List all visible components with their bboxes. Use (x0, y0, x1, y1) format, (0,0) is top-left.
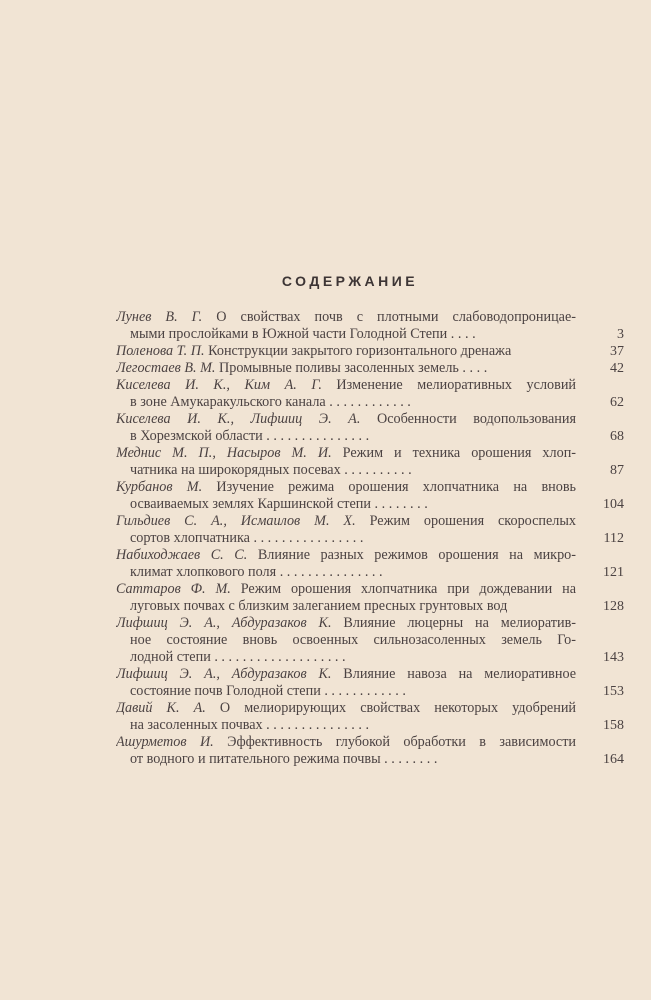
entry-title-text: Режим орошения хлопчатника при дождевании на (240, 581, 576, 597)
entry-author: Набиходжаев С. С. (116, 547, 248, 563)
entry-page-number: 3 (617, 327, 624, 342)
entry-first-line (116, 377, 576, 394)
toc-entry (116, 700, 624, 734)
entry-title-text: Изменение мелиоративных условий (336, 377, 576, 393)
entry-page-number: 158 (603, 718, 624, 733)
entry-title-text: климат хлопкового поля . . . . . . . . . . . . . . . (130, 564, 383, 580)
page-title: СОДЕРЖАНИЕ (281, 273, 419, 289)
entry-page-number: 62 (610, 395, 624, 410)
entry-first-line (116, 581, 576, 598)
toc-entry (116, 547, 624, 581)
entry-page-number: 121 (603, 565, 624, 580)
entry-title-text: Особенности водопользования (376, 411, 576, 427)
entry-author: Лифшиц Э. А., Абдуразаков К. (116, 666, 332, 682)
entry-title-text: Режим и техника орошения хлоп- (342, 445, 576, 461)
entry-continuation-line (116, 496, 576, 513)
entry-page-number: 87 (610, 463, 624, 478)
entry-page-number: 153 (603, 684, 624, 699)
entry-title-text: от водного и питательного режима почвы . . . . . . . . (130, 751, 438, 767)
table-of-contents (116, 309, 624, 768)
entry-author: Саттаров Ф. М. (116, 581, 231, 597)
toc-entry (116, 309, 624, 343)
entry-continuation-line (116, 751, 576, 768)
entry-page-number: 164 (603, 752, 624, 767)
toc-entry (116, 513, 624, 547)
entry-continuation-line (116, 564, 576, 581)
entry-first-line (116, 360, 576, 377)
entry-continuation-line (116, 717, 576, 734)
entry-continuation-line (116, 530, 576, 547)
entry-title-text: Изучение режима орошения хлопчатника на вновь (216, 479, 576, 495)
entry-page-number: 37 (610, 344, 624, 359)
toc-entry (116, 377, 624, 411)
entry-title-text: на засоленных почвах . . . . . . . . . . . . . . . (130, 717, 370, 733)
toc-entry (116, 615, 624, 666)
entry-title-text: лодной степи . . . . . . . . . . . . . . . . . . . (130, 649, 346, 665)
entry-title-text: в Хорезмской области . . . . . . . . . . . . . . . (130, 428, 370, 444)
entry-title-text: Конструкции закрытого горизонтального дренажа (208, 343, 512, 359)
toc-entry (116, 666, 624, 700)
entry-first-line (116, 700, 576, 717)
entry-continuation-line (116, 649, 576, 666)
toc-entry (116, 343, 624, 360)
entry-author: Курбанов М. (116, 479, 203, 495)
entry-author: Лифшиц Э. А., Абдуразаков К. (116, 615, 332, 631)
toc-entry (116, 479, 624, 513)
entry-first-line (116, 513, 576, 530)
toc-entry (116, 734, 624, 768)
entry-continuation-line (116, 326, 576, 343)
entry-author: Меднис М. П., Насыров М. И. (116, 445, 332, 461)
entry-title-text: мыми прослойками в Южной части Голодной Степи . . . . (130, 326, 476, 342)
entry-title-text: Влияние навоза на мелиоративное (343, 666, 576, 682)
entry-title-text: луговых почвах с близким залеганием пресных грунтовых вод (130, 598, 508, 614)
entry-title-text: состояние почв Голодной степи . . . . . . . . . . . . (130, 683, 406, 699)
entry-first-line (116, 309, 576, 326)
entry-first-line (116, 343, 576, 360)
entry-title-text: Влияние разных режимов орошения на микро- (257, 547, 576, 563)
entry-title-text: Влияние люцерны на мелиоратив- (343, 615, 576, 631)
entry-author: Киселева И. К., Ким А. Г. (116, 377, 322, 393)
entry-page-number: 128 (603, 599, 624, 614)
entry-continuation-line (116, 462, 576, 479)
entry-author: Давий К. А. (116, 700, 206, 716)
entry-author: Киселева И. К., Лифшиц Э. А. (116, 411, 361, 427)
entry-title-text: чатника на широкорядных посевах . . . . . . . . . . (130, 462, 412, 478)
entry-page-number: 42 (610, 361, 624, 376)
entry-title-text: осваиваемых землях Каршинской степи . . . . . . . . (130, 496, 428, 512)
entry-author: Поленова Т. П. (116, 343, 205, 359)
entry-first-line (116, 666, 576, 683)
entry-title-text: в зоне Амукаракульского канала . . . . . . . . . . . . (130, 394, 411, 410)
entry-first-line (116, 411, 576, 428)
entry-continuation-line (116, 428, 576, 445)
entry-continuation-line (116, 683, 576, 700)
entry-first-line (116, 479, 576, 496)
entry-title-text: ное состояние вновь освоенных сильнозасоленных земель Го- (130, 632, 576, 648)
entry-author: Гильдиев С. А., Исмаилов М. Х. (116, 513, 356, 529)
entry-author: Ашурметов И. (116, 734, 214, 750)
entry-page-number: 143 (603, 650, 624, 665)
entry-author: Легостаев В. М. (116, 360, 216, 376)
toc-entry (116, 360, 624, 377)
entry-title-text: сортов хлопчатника . . . . . . . . . . . . . . . . (130, 530, 364, 546)
entry-first-line (116, 734, 576, 751)
entry-continuation-line (116, 632, 576, 649)
entry-title-text: Промывные поливы засоленных земель . . . . (219, 360, 488, 376)
entry-author: Лунев В. Г. (116, 309, 203, 325)
entry-continuation-line (116, 598, 576, 615)
entry-first-line (116, 547, 576, 564)
entry-title-text: Режим орошения скороспелых (369, 513, 576, 529)
entry-title-text: Эффективность глубокой обработки в зависимости (227, 734, 576, 750)
toc-entry (116, 445, 624, 479)
entry-title-text: О мелиорирующих свойствах некоторых удобрений (219, 700, 576, 716)
toc-entry (116, 411, 624, 445)
entry-title-text: О свойствах почв с плотными слабоводопроницае- (216, 309, 576, 325)
entry-page-number: 68 (610, 429, 624, 444)
entry-first-line (116, 445, 576, 462)
entry-first-line (116, 615, 576, 632)
entry-page-number: 112 (603, 531, 624, 546)
entry-page-number: 104 (603, 497, 624, 512)
toc-entry (116, 581, 624, 615)
entry-continuation-line (116, 394, 576, 411)
